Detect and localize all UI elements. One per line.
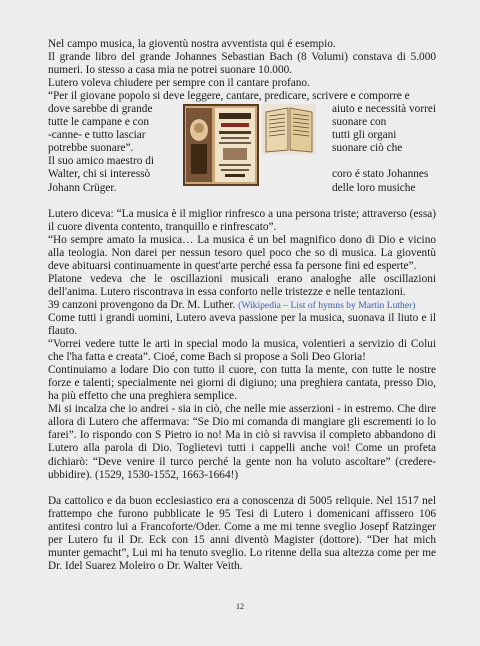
wrap-left-line: Johann Crüger. xyxy=(48,181,117,194)
wrap-right-column xyxy=(332,103,436,207)
paragraph-arts: “Vorrei vedere tutte le arti in special modo la musica, volentieri a servizio di Colui che l'ha fatta e creata”. Cioé, come Bach si propose a Soli Deo Gloria! xyxy=(48,338,436,364)
wrap-left-line: tutte le campane e con xyxy=(48,116,149,129)
paragraph-bach: Il grande libro del grande Johannes Sebastian Bach (8 Volumi) constava di 5.000 numeri. Io stesso a casa mia ne potrei suonare 10.000. xyxy=(48,51,436,77)
wikipedia-reference-link[interactable]: (Wikipedia – List of hymns by Martin Luther) xyxy=(238,299,416,311)
wrap-left-line: potrebbe suonare”. xyxy=(48,142,134,155)
hymns-text: 39 canzoni provengono da Dr. M. Luther. xyxy=(48,298,236,311)
wrap-left-line: Walter, chi si interessò xyxy=(48,168,151,181)
wrap-right-line: coro é stato Johannes xyxy=(332,168,429,181)
paragraph-luther-said: Lutero diceva: “La musica è il miglior rinfresco a una persona triste; attraverso (essa) il cuore diventa contento, tranquillo e rinfrescato”. xyxy=(48,207,436,233)
paragraph-extreme: Mi si incalza che io andrei - sia in ciò, che nelle mie asserzioni - in estremo. Che dire allora di Lutero che affermava: “Se Dio mi comanda di mangiare gli escrementi io lo farei”. Io rispondo con S Pietro io no! Ma in ciò si ravvisa il completo abbandono di Lutero alla parola di Dio. Toglietevi tutti i cappelli anche voi! Come un profeta dichiarò: “Deve venire il turco perché la gente non ha voluto ascoltare” (credere-ubbidire). (1529, 1530-1552, 1663-1664!) xyxy=(48,403,436,481)
wrap-left-line: dove sarebbe di grande xyxy=(48,103,153,116)
image-wrap-block xyxy=(48,103,436,207)
wrap-right-line: delle loro musiche xyxy=(332,181,416,194)
paragraph-hymns xyxy=(48,299,436,312)
paragraph-quote-start: “Per il giovane popolo si deve leggere, cantare, predicare, scrivere e comporre e xyxy=(48,90,410,103)
wrap-left-line: -canne- e tutto lasciar xyxy=(48,129,146,142)
wrap-left-column xyxy=(48,103,166,194)
paragraph-love-music: “Ho sempre amato la musica… La musica é un bel magnifico dono di Dio e vicino alla teologia. Non darei per nessun tesoro quel poco che so di musica. La gioventù deve abituarsi continuamente in quest'arte perché essa fa persone fini ed esperte”. xyxy=(48,233,436,272)
paragraph-plato: Platone vedeva che le oscillazioni musicali erano analoghe alle oscillazioni dell'anima. Lutero riscontrava in essa conforto nelle tristezze e nelle tentazioni. xyxy=(48,272,436,298)
paragraph-luther-profane: Lutero voleva chiudere per sempre con il cantare profano. xyxy=(48,77,310,90)
paragraph-spacer xyxy=(48,482,436,495)
page-body xyxy=(48,38,436,573)
paragraph-praise: Continuiamo a lodare Dio con tutto il cuore, con tutta la mente, con tutte le nostre forze e talenti; specialmente nei giorni di digiuno; una preghiera cantata, presso Dio, ha più effetto che una preghiera semplice. xyxy=(48,364,436,403)
paragraph-great-men: Come tutti i grandi uomini, Lutero aveva passione per la musica, suonava il liuto e il flauto. xyxy=(48,311,436,338)
book-images xyxy=(183,104,316,186)
wrap-left-line: Il suo amico maestro di xyxy=(48,155,155,168)
paragraph-relics: Da cattolico e da buon ecclesiastico era a conoscenza di 5005 reliquie. Nel 1517 nel frattempo che furono pubblicate le 95 Tesi di Lutero i domenicani affissero 106 antitesi contro lui a Francoforte/Oder. Come a me mi tenne sveglio Josepf Ratzinger per Lutero fu il Dr. Eck con 15 anni diventò Magister (dottore). “Der hat mich munter gemacht”, Lui mi ha tenuto sveglio. Lo ritenne della sua altezza come per me Dr. Idel Suarez Moleiro o Dr. Walter Veith. xyxy=(48,494,436,572)
wrap-right-line: suonare ciò che xyxy=(332,142,403,155)
wrap-right-line xyxy=(332,195,436,208)
page-number: 12 xyxy=(236,602,244,611)
hymnal-title-page-image xyxy=(183,104,259,186)
wrap-right-line xyxy=(332,155,436,168)
open-hymnal-image xyxy=(262,104,316,154)
paragraph-youth-music: Nel campo musica, la gioventù nostra avventista qui é esempio. xyxy=(48,38,336,50)
wrap-right-line: aiuto e necessità vorrei suonare con xyxy=(332,103,436,129)
wrap-right-line: tutti gli organi xyxy=(332,129,397,142)
